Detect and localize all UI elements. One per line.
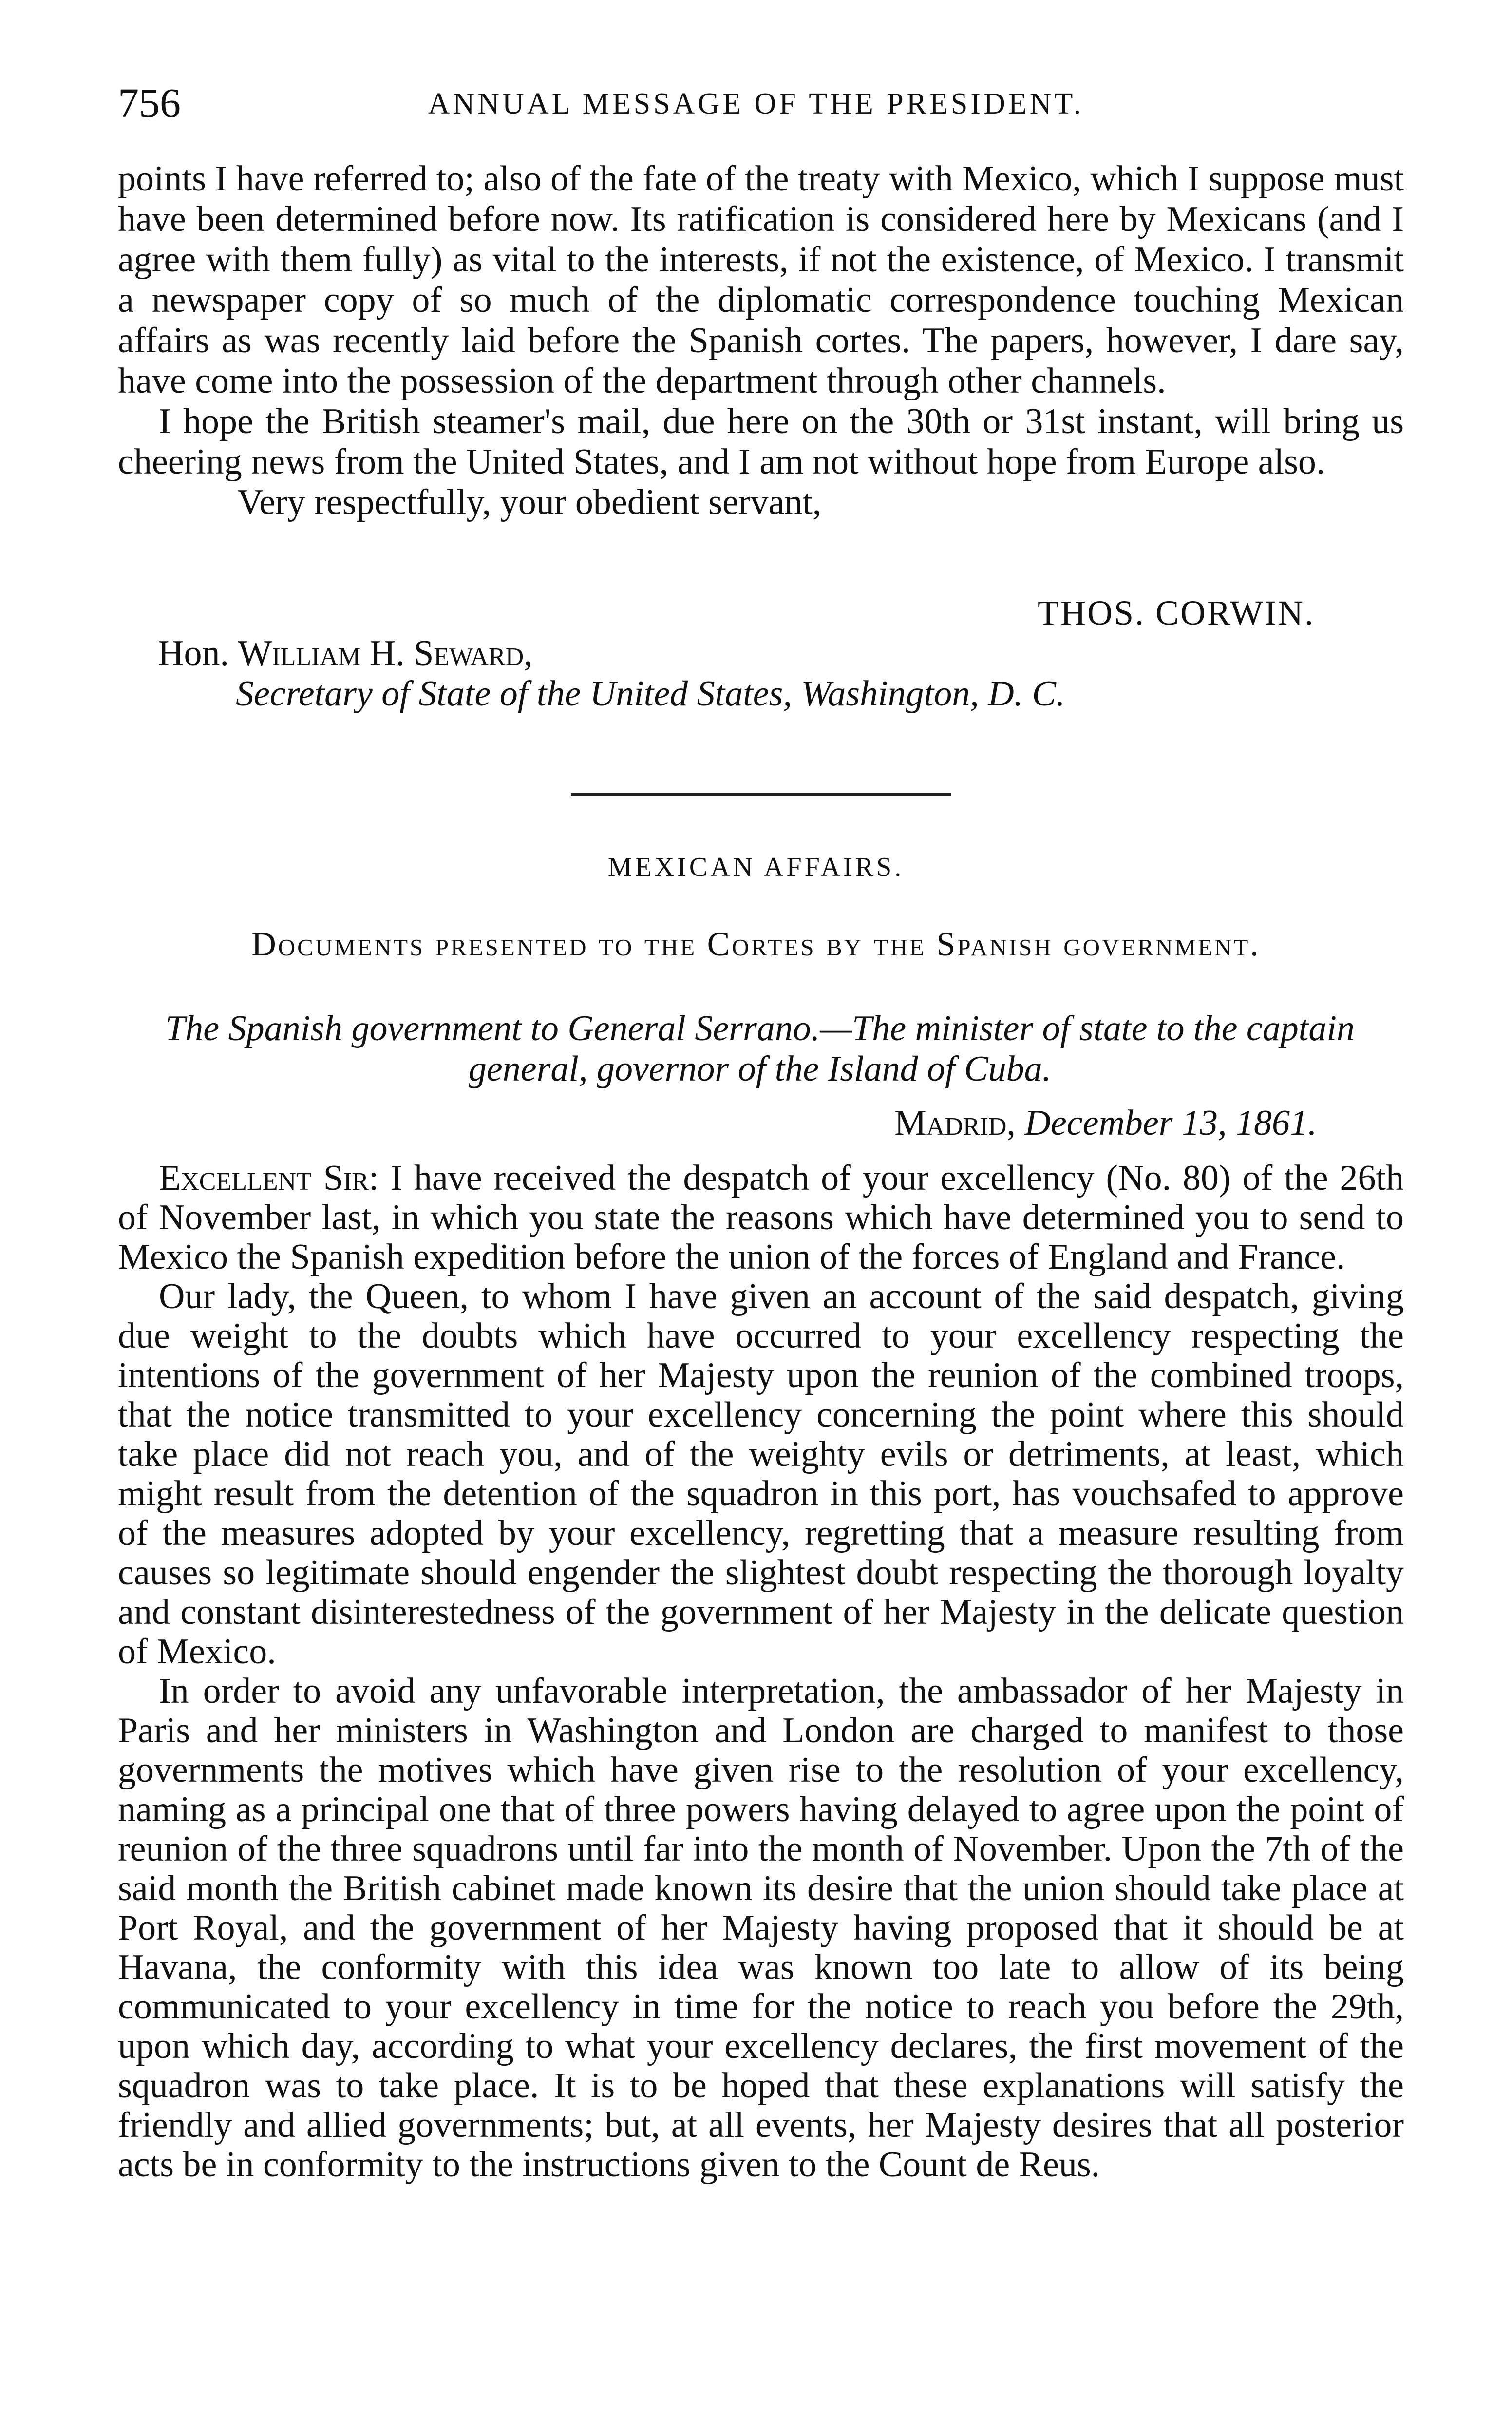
letter-body <box>118 159 1404 523</box>
dispatch-body <box>118 1159 1404 2185</box>
dateline-date: December 13, 1861. <box>1024 1103 1317 1143</box>
letter-paragraph: I hope the British steamer's mail, due here on the 30th or 31st instant, will bring us cheering news from the United States, and I am not without hope from Europe also. <box>118 401 1404 482</box>
addressee-prefix: Hon. <box>158 633 229 673</box>
section-heading: MEXICAN AFFAIRS. <box>607 852 905 882</box>
dispatch-paragraph-text: I have received the despatch of your excellency (No. 80) of the 26th of November last, in which you state the reasons which have determined you to send to Mexico the Spanish expedition before the union of the forces of England and France. <box>118 1158 1404 1277</box>
dispatch-paragraph: In order to avoid any unfavorable interpretation, the ambassador of her Majesty in Paris and her ministers in Washington and London are charged to manifest to those governments the motives which have given rise to the resolution of your excellency, naming as a principal one that of three powers having delayed to agree upon the point of reunion of the three squadrons until far into the month of November. Upon the 7th of the said month the British cabinet made known its desire that the union should take place at Port Royal, and the government of her Majesty having proposed that it should be at Havana, the conformity with this idea was known too late to allow of its being communicated to your excellency in time for the notice to reach you before the 29th, upon which day, according to what your excellency declares, the first movement of the squadron was to take place. It is to be hoped that these explanations will satisfy the friendly and allied governments; but, at all events, her Majesty desires that all posterior acts be in conformity to the instructions given to the Count de Reus. <box>118 1671 1404 2185</box>
running-title: ANNUAL MESSAGE OF THE PRESIDENT. <box>428 87 1084 120</box>
signature: THOS. CORWIN. <box>1038 593 1315 632</box>
page-number: 756 <box>118 79 181 126</box>
section-divider <box>571 793 951 796</box>
letter-closing: Very respectfully, your obedient servant, <box>237 482 822 522</box>
salutation: Excellent Sir: <box>159 1158 379 1198</box>
letter-paragraph: points I have referred to; also of the fate of the treaty with Mexico, which I suppose must have been determined before now. Its ratification is considered here by Mexicans (and I agree with them fully) as vital to the interests, if not the existence, of Mexico. I transmit a newspaper copy of so much of the diplomatic correspondence touching Mexican affairs as was recently laid before the Spanish cortes. The papers, however, I dare say, have come into the possession of the department through other channels. <box>118 159 1404 401</box>
addressee-name: William H. Seward, <box>238 633 533 673</box>
addressee-block <box>158 633 1065 714</box>
dateline <box>894 1105 1317 1141</box>
document-title: The Spanish government to General Serrano.—The minister of state to the captain general, governor of the Island of Cuba. <box>165 1009 1355 1089</box>
dispatch-paragraph <box>118 1159 1404 1277</box>
dateline-place: Madrid, <box>894 1103 1016 1143</box>
addressee-title: Secretary of State of the United States, Washington, D. C. <box>236 674 1065 714</box>
dispatch-paragraph: Our lady, the Queen, to whom I have given an account of the said despatch, giving due weight to the doubts which have occurred to your excellency respecting the intentions of the government of her Majesty upon the reunion of the combined troops, that the notice transmitted to your excellency concerning the point where this should take place did not reach you, and of the weighty evils or detriments, at least, which might result from the detention of the squadron in this port, has vouchsafed to approve of the measures adopted by your excellency, regretting that a measure resulting from causes so legitimate should engender the slightest doubt respecting the thorough loyalty and constant disinterestedness of the government of her Majesty in the delicate question of Mexico. <box>118 1276 1404 1672</box>
section-subheading: Documents presented to the Cortes by the Spanish government. <box>251 926 1261 963</box>
